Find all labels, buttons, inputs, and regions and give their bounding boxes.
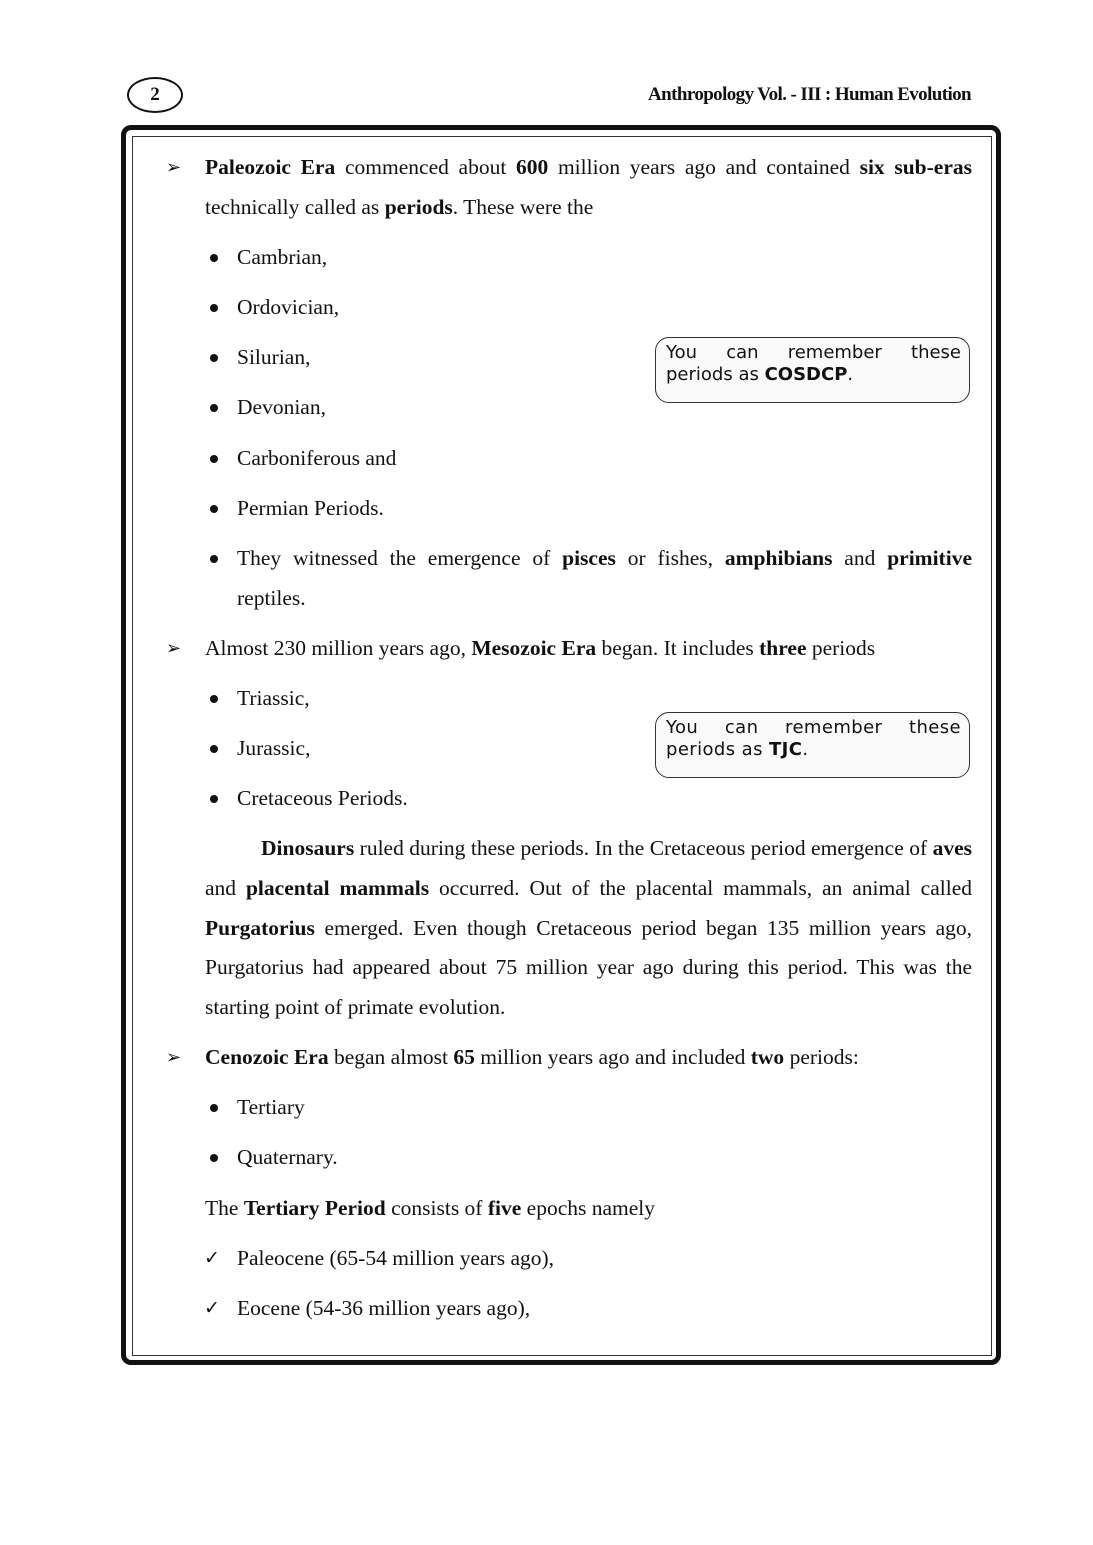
bold-term: Tertiary Period [243, 1195, 386, 1220]
list-item-text: Carboniferous and [237, 445, 397, 470]
bullet-dot-icon [210, 404, 218, 412]
text-run: . [802, 739, 809, 760]
text-run: . [847, 364, 854, 385]
bullet-dot-icon [210, 1154, 218, 1162]
list-item-text: Permian Periods. [237, 495, 384, 520]
bold-term: TJC [768, 739, 803, 760]
bullet-dot-icon [210, 795, 218, 803]
cenozoic-periods-list [166, 1088, 972, 1178]
checkmark-icon: ✓ [204, 1297, 220, 1319]
text-run: and [832, 545, 888, 570]
text-run: periods [806, 635, 876, 660]
checkmark-icon: ✓ [204, 1247, 220, 1269]
bullet-dot-icon [210, 555, 218, 563]
list-item [210, 1088, 972, 1128]
arrow-bullet-icon: ➢ [166, 1047, 182, 1067]
text-run: commenced about [335, 155, 517, 179]
emergence-text [237, 546, 972, 610]
text-run: . These were the [452, 194, 594, 219]
callout-text [666, 342, 961, 385]
bold-term: periods [384, 194, 453, 219]
dinosaurs-paragraph [166, 829, 972, 1027]
bullet-dot-icon [210, 354, 218, 362]
mesozoic-paragraph [166, 629, 972, 669]
list-item-text: Silurian, [237, 345, 311, 370]
text-run: They witnessed the emergence of [237, 545, 563, 570]
list-item [210, 539, 972, 618]
bullet-dot-icon [210, 1104, 218, 1112]
bullet-dot-icon [210, 304, 218, 312]
tertiary-intro-text [205, 1196, 655, 1220]
bold-term: COSDCP [764, 364, 848, 385]
list-item [210, 1138, 972, 1178]
text-run: began. It includes [596, 635, 760, 660]
text-run: reptiles. [237, 585, 306, 610]
text-run: You can remember these periods as [666, 717, 961, 760]
bold-term: three [759, 635, 807, 660]
mnemonic-callout-cosdcp [655, 337, 970, 403]
paleozoic-text [205, 155, 972, 219]
list-item [210, 489, 972, 529]
bold-term: Cenozoic Era [205, 1045, 329, 1069]
list-item [210, 288, 972, 328]
text-run: The [205, 1195, 244, 1220]
bold-term: primitive [887, 545, 972, 570]
bullet-dot-icon [210, 254, 218, 262]
list-item-text: Cretaceous Periods. [237, 786, 408, 811]
bold-term: aves [932, 836, 972, 861]
cenozoic-text [205, 1045, 859, 1069]
paleozoic-paragraph [166, 148, 972, 227]
bold-term: Purgatorius [205, 915, 315, 940]
mesozoic-text [205, 636, 875, 660]
list-item-text: Tertiary [237, 1095, 305, 1120]
arrow-bullet-icon: ➢ [166, 157, 182, 177]
text-run: technically called as [205, 194, 385, 219]
list-item-text: Eocene (54-36 million years ago), [237, 1295, 531, 1320]
cenozoic-paragraph [166, 1038, 972, 1078]
list-item [210, 238, 972, 278]
callout-text [666, 717, 961, 760]
text-run: million years ago and included [474, 1045, 751, 1069]
list-item-text: Paleocene (65-54 million years ago), [237, 1245, 555, 1270]
bullet-dot-icon [210, 695, 218, 703]
text-run: Almost 230 million years ago, [205, 635, 472, 660]
list-item [204, 1239, 972, 1279]
page-number [127, 77, 183, 113]
bullet-dot-icon [210, 745, 218, 753]
bold-term: Mesozoic Era [471, 635, 597, 660]
list-item-text: Cambrian, [237, 244, 328, 269]
text-run: epochs namely [521, 1195, 656, 1220]
mnemonic-callout-tjc [655, 712, 970, 778]
text-run: million years ago and contained [548, 155, 860, 179]
text-run: or fishes, [615, 545, 725, 570]
paleozoic-emergence [166, 539, 972, 618]
bold-term: 600 [516, 155, 549, 179]
dinosaurs-text [205, 836, 972, 1018]
bold-term: Dinosaurs [261, 836, 355, 861]
text-run: consists of [385, 1195, 488, 1220]
text-run: You can remember these periods as [666, 342, 961, 385]
list-item-text: Triassic, [237, 685, 310, 710]
arrow-bullet-icon: ➢ [166, 637, 182, 658]
bold-term: 65 [453, 1045, 475, 1069]
list-item-text: Quaternary. [237, 1145, 338, 1170]
bullet-dot-icon [210, 455, 218, 463]
list-item-text: Ordovician, [237, 294, 340, 319]
text-run: ruled during these periods. In the Cretaceous period emergence of [354, 836, 933, 861]
list-item-text: Devonian, [237, 395, 326, 420]
list-item [210, 779, 972, 819]
list-item [204, 1289, 972, 1329]
bold-term: six sub-eras [859, 155, 973, 179]
bold-term: placental mammals [245, 876, 430, 901]
text-run: occurred. Out of the placental mammals, an animal called [429, 876, 972, 901]
bold-term: pisces [562, 545, 616, 570]
text-run: and [205, 876, 246, 901]
running-title: Anthropology Vol. - III : Human Evolution [648, 84, 971, 105]
tertiary-intro [166, 1189, 972, 1229]
bold-term: two [750, 1045, 785, 1069]
list-item-text: Jurassic, [237, 736, 311, 761]
text-run: emerged. Even though Cretaceous period began 135 million years ago, Purgatorius had appeared about 75 million year ago during this period. This was the starting point of primate evolution. [205, 915, 972, 1019]
bold-term: Paleozoic Era [205, 155, 336, 179]
page-number-text: 2 [150, 84, 160, 105]
epochs-list [166, 1239, 972, 1329]
text-run: began almost [328, 1045, 454, 1069]
text-run: periods: [784, 1045, 859, 1069]
list-item [210, 439, 972, 479]
bold-term: amphibians [724, 545, 833, 570]
bold-term: five [487, 1195, 522, 1220]
bullet-dot-icon [210, 505, 218, 513]
